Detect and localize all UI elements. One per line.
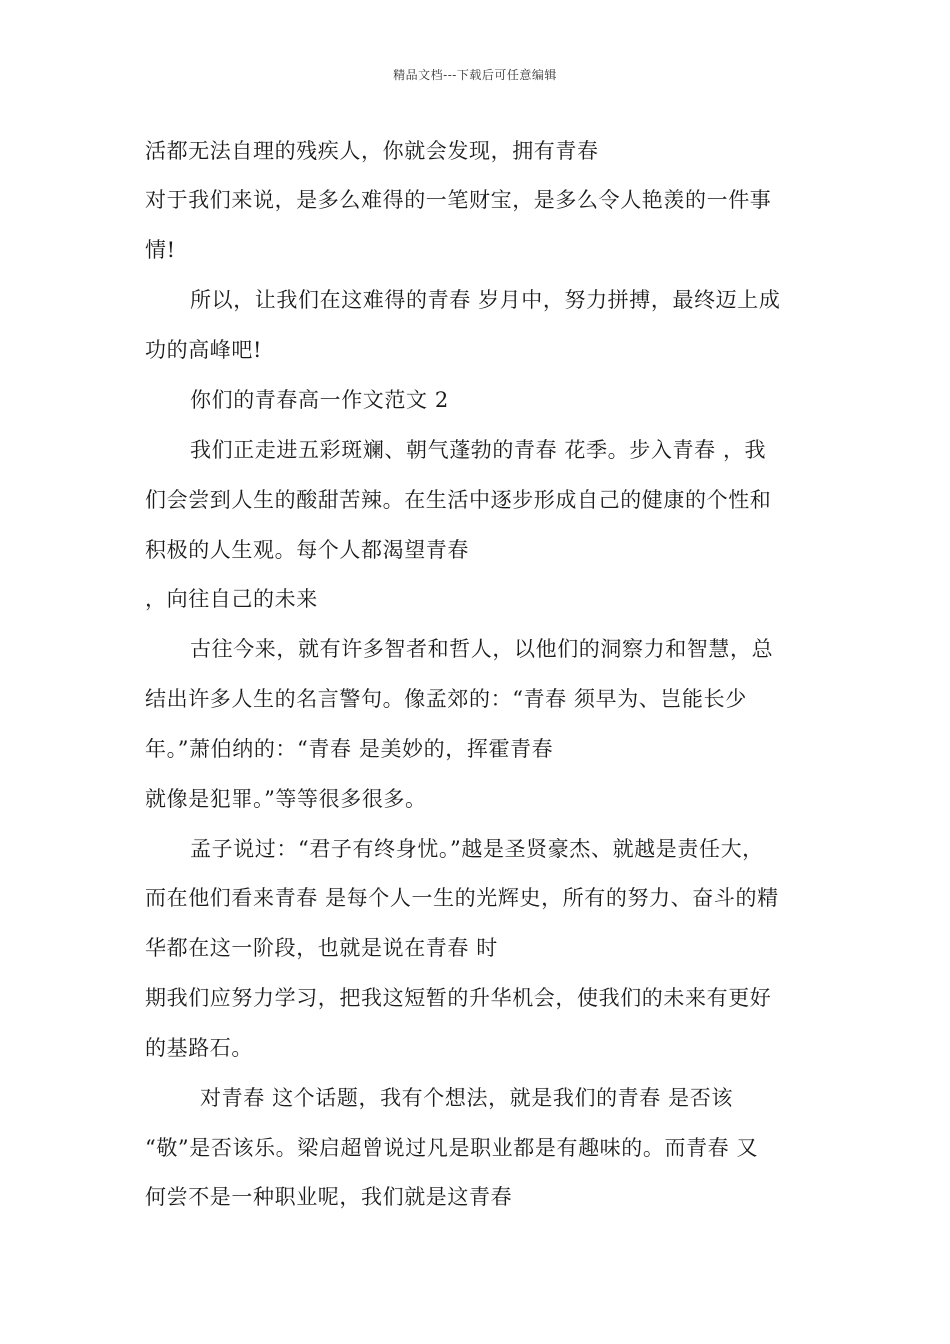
text-line: ，向往自己的未来 (145, 587, 318, 611)
text-line: 何尝不是一种职业呢，我们就是这青春 (145, 1185, 513, 1209)
text-line: 孟子说过：“君子有终身忧。”越是圣贤豪杰、就越是责任大， (190, 837, 764, 861)
text-line: 活都无法自理的残疾人，你就会发现，拥有青春 (145, 139, 599, 163)
text-line: 我们正走进五彩斑斓、朝气蓬勃的青春 花季。步入青春 ，我 (190, 438, 767, 462)
text-line: 而在他们看来青春 是每个人一生的光辉史，所有的努力、奋斗的精 (145, 886, 779, 910)
text-line: 期我们应努力学习，把我这短暂的升华机会，使我们的未来有更好 (145, 986, 772, 1010)
section-heading: 你们的青春高一作文范文 2 (190, 388, 449, 412)
text-line: 们会尝到人生的酸甜苦辣。在生活中逐步形成自己的健康的个性和 (145, 488, 772, 512)
text-line: 对青春 这个话题，我有个想法，就是我们的青春 是否该 (200, 1086, 733, 1110)
text-line: 就像是犯罪。”等等很多很多。 (145, 787, 427, 811)
text-line: 结出许多人生的名言警句。像孟郊的：“青春 须早为、岂能长少 (145, 687, 747, 711)
text-line: 情! (145, 238, 176, 262)
page-header: 精品文档---下载后可任意编辑 (393, 68, 557, 82)
text-line: 功的高峰吧! (145, 338, 263, 362)
text-line: 对于我们来说，是多么难得的一笔财宝，是多么令人艳羡的一件事 (145, 188, 772, 212)
text-line: 的基路石。 (145, 1036, 253, 1060)
text-line: 古往今来，就有许多智者和哲人，以他们的洞察力和智慧，总 (190, 637, 774, 661)
text-line: 积极的人生观。每个人都渴望青春 (145, 538, 469, 562)
text-line: “敬”是否该乐。梁启超曾说过凡是职业都是有趣味的。而青春 又 (145, 1136, 759, 1160)
text-line: 所以，让我们在这难得的青春 岁月中，努力拼搏，最终迈上成 (190, 288, 781, 312)
text-line: 华都在这一阶段，也就是说在青春 时 (145, 936, 498, 960)
text-line: 年。”萧伯纳的：“青春 是美妙的，挥霍青春 (145, 737, 554, 761)
